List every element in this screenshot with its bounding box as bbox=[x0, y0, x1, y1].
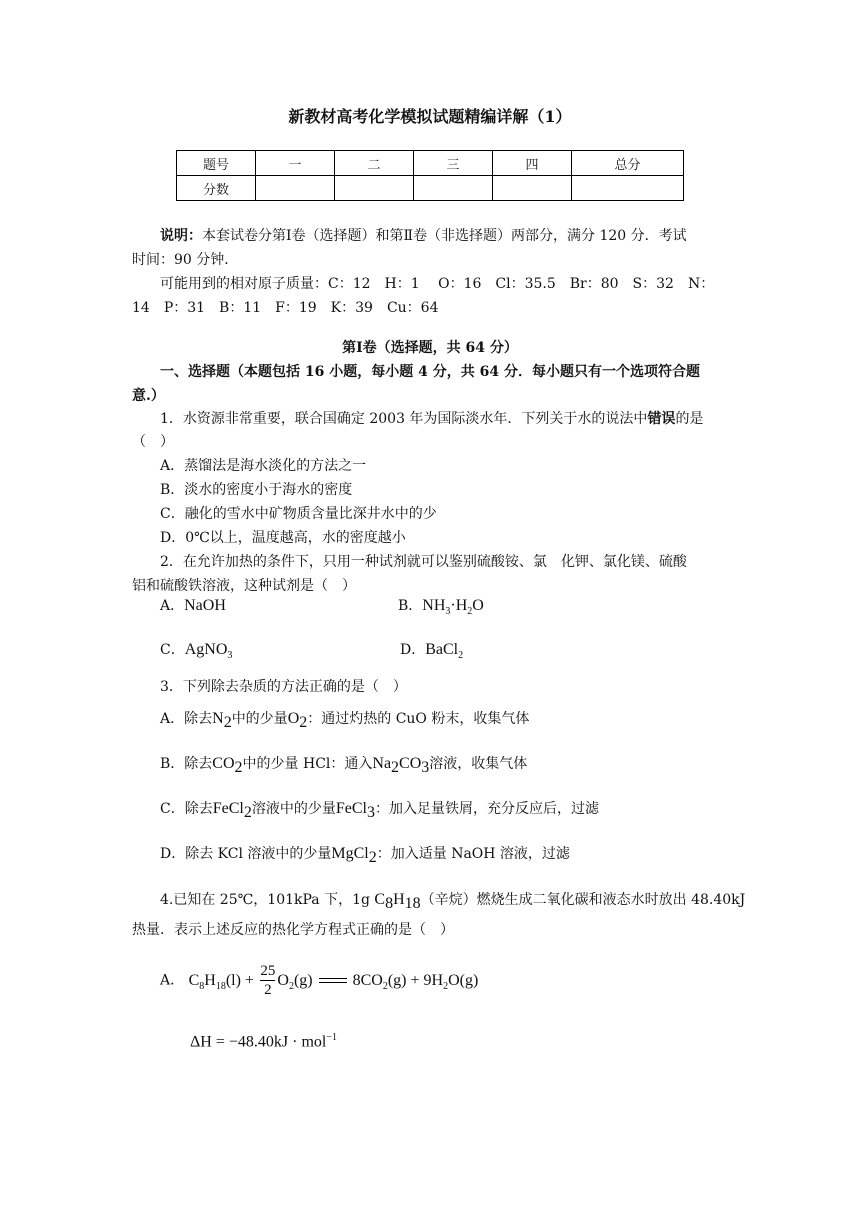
formula-part: O bbox=[277, 971, 289, 989]
score-table bbox=[176, 150, 684, 201]
subscript: 2 bbox=[243, 803, 252, 821]
q1-option-b: B．淡水的密度小于海水的密度 bbox=[160, 482, 353, 498]
q1-emphasis: 错误 bbox=[647, 411, 676, 427]
text: 溶液中的少量 bbox=[251, 801, 336, 817]
text: 溶液，收集气体 bbox=[429, 756, 528, 772]
subscript: 2 bbox=[443, 980, 449, 992]
score-table-header-row bbox=[177, 151, 684, 176]
q1-option-d: D．0℃以上，温度越高，水的密度越小 bbox=[160, 530, 406, 546]
text: ：通过灼热的 CuO 粉末，收集气体 bbox=[307, 711, 530, 727]
score-header-cell: 总分 bbox=[572, 151, 684, 176]
formula-part: FeCl bbox=[335, 800, 367, 817]
note-line-1 bbox=[160, 224, 760, 248]
subscript: 3 bbox=[445, 606, 451, 618]
formula-part: BaCl bbox=[425, 641, 459, 658]
text: 中的少量 HCl：通入 bbox=[242, 756, 373, 772]
q1-stem-text: 1．水资源非常重要，联合国确定 2003 年为国际淡水年．下列关于水的说法中 bbox=[160, 411, 648, 427]
fraction bbox=[260, 962, 275, 999]
formula-part: C bbox=[374, 891, 386, 908]
section-heading: 第Ⅰ卷（选择题，共 64 分） bbox=[342, 340, 518, 356]
note-text: 本套试卷分第Ⅰ卷（选择题）和第Ⅱ卷（非选择题）两部分，满分 120 分．考试 bbox=[202, 228, 687, 244]
q1-stem-end: 的是 bbox=[675, 411, 704, 427]
formula bbox=[277, 971, 313, 992]
formula-part: CO bbox=[212, 755, 235, 772]
equation-rhs bbox=[352, 971, 479, 992]
formula-part: H bbox=[393, 891, 405, 908]
atomic-mass-line-2: 14 P：31 B：11 F：19 K：39 Cu：64 bbox=[132, 300, 439, 316]
text: （辛烷）燃烧生成二氧化碳和液态水时放出 48.40kJ bbox=[420, 892, 746, 908]
formula-part: (l) + bbox=[225, 971, 254, 989]
formula-part: O bbox=[472, 597, 484, 614]
superscript: −1 bbox=[326, 1032, 337, 1043]
q3-stem: 3．下列除去杂质的方法正确的是（ ） bbox=[160, 679, 407, 695]
enthalpy-text: ΔH = −48.40kJ · mol bbox=[190, 1033, 327, 1051]
formula-part: AgNO bbox=[184, 641, 228, 658]
formula-part: ·H bbox=[450, 597, 468, 614]
score-cell[interactable] bbox=[493, 176, 572, 201]
q2-option-d bbox=[400, 638, 860, 668]
text: 4.已知在 25℃，101kPa 下，1g bbox=[160, 892, 370, 908]
text: C．除去 bbox=[160, 801, 213, 817]
q1-option-c: C．融化的雪水中矿物质含量比深井水中的少 bbox=[160, 506, 437, 522]
subscript: 8 bbox=[385, 894, 394, 912]
score-row-label: 分数 bbox=[177, 176, 256, 201]
score-header-cell: 题号 bbox=[177, 151, 256, 176]
subscript: 2 bbox=[223, 713, 232, 731]
equals-sign bbox=[319, 978, 347, 983]
text: ：加入适量 NaOH 溶液，过滤 bbox=[376, 846, 570, 862]
subscript: 18 bbox=[404, 894, 421, 912]
q2-option-a-formula: NaOH bbox=[184, 597, 226, 614]
subscript: 2 bbox=[288, 980, 294, 992]
text: 中的少量 bbox=[231, 711, 288, 727]
subscript: 8 bbox=[199, 980, 205, 992]
formula-part: O bbox=[287, 710, 300, 727]
subscript: 2 bbox=[368, 848, 377, 866]
atomic-mass-line-1: 可能用到的相对原子质量：C：12 H：1 O：16 Cl：35.5 Br：80 S：32 N： bbox=[160, 276, 715, 292]
q1-answer-paren: （ ） bbox=[132, 434, 174, 450]
q4-stem-line-2: 热量．表示上述反应的热化学方程式正确的是（ ） bbox=[132, 922, 454, 938]
q2-option-b-label: B． bbox=[398, 598, 423, 614]
formula-part: C bbox=[188, 971, 200, 989]
formula-part: Na bbox=[372, 755, 392, 772]
q2-option-d-formula bbox=[425, 641, 464, 662]
formula-part: FeCl bbox=[212, 800, 244, 817]
q2-stem-line-2: 铝和硫酸铁溶液，这种试剂是（ ） bbox=[132, 578, 356, 594]
subscript: 3 bbox=[227, 650, 233, 662]
q2-stem-line-1: 2．在允许加热的条件下，只用一种试剂就可以鉴别硫酸铵、氯 化钾、氯化镁、硫酸 bbox=[160, 554, 687, 570]
subscript: 2 bbox=[391, 758, 400, 776]
q4-stem-line-1 bbox=[160, 888, 760, 916]
formula-part: H bbox=[204, 971, 216, 989]
note-label: 说明： bbox=[160, 228, 202, 244]
q2-option-d-label: D． bbox=[400, 642, 426, 658]
formula-part: NH bbox=[422, 597, 446, 614]
subscript: 3 bbox=[366, 803, 375, 821]
subscript: 2 bbox=[382, 980, 388, 992]
q3-option-d bbox=[160, 842, 760, 870]
subscript: 2 bbox=[458, 650, 464, 662]
page-title: 新教材高考化学模拟试题精编详解（1） bbox=[288, 107, 572, 126]
fraction-numerator: 25 bbox=[260, 963, 276, 979]
subscript: 2 bbox=[467, 606, 473, 618]
note-line-2: 时间：90 分钟． bbox=[132, 252, 239, 268]
score-table-value-row bbox=[177, 176, 684, 201]
q3-option-c bbox=[160, 797, 760, 825]
q2-option-b-formula bbox=[422, 597, 484, 618]
q3-option-a bbox=[160, 707, 760, 735]
q2-option-a-label: A． bbox=[160, 598, 185, 614]
formula-part: CO bbox=[399, 755, 422, 772]
formula-part: O(g) bbox=[448, 971, 479, 989]
q4-option-a-equation bbox=[160, 962, 760, 1005]
score-header-cell: 三 bbox=[414, 151, 493, 176]
subscript: 2 bbox=[234, 758, 243, 776]
formula-part: (g) + 9H bbox=[387, 971, 444, 989]
q2-option-c-label: C． bbox=[160, 642, 185, 658]
text: D．除去 KCl 溶液中的少量 bbox=[160, 846, 332, 862]
q1-stem bbox=[160, 407, 760, 431]
q2-option-c-formula bbox=[184, 641, 233, 662]
formula-part: (g) bbox=[293, 971, 313, 989]
score-cell[interactable] bbox=[335, 176, 414, 201]
score-cell[interactable] bbox=[572, 176, 684, 201]
subscript: 18 bbox=[215, 980, 226, 992]
fraction-denominator: 2 bbox=[264, 982, 272, 998]
subscript: 3 bbox=[421, 758, 430, 776]
score-cell[interactable] bbox=[256, 176, 335, 201]
subscript: 2 bbox=[299, 713, 308, 731]
q4-option-a-enthalpy bbox=[190, 1026, 790, 1054]
score-header-cell: 一 bbox=[256, 151, 335, 176]
part-heading-line-2: 意.） bbox=[132, 388, 165, 404]
formula-part: MgCl bbox=[331, 845, 369, 862]
text: A．除去 bbox=[160, 711, 213, 727]
text: B．除去 bbox=[160, 756, 213, 772]
q2-option-b bbox=[398, 594, 860, 624]
formula-part: 8CO bbox=[352, 971, 383, 989]
q4-option-a-label: A． bbox=[160, 972, 185, 989]
score-header-cell: 四 bbox=[493, 151, 572, 176]
equation-lhs bbox=[188, 971, 254, 992]
q1-option-a: A．蒸馏法是海水淡化的方法之一 bbox=[160, 458, 367, 474]
text: ：加入足量铁屑，充分反应后，过滤 bbox=[374, 801, 599, 817]
q3-option-b bbox=[160, 752, 760, 780]
formula-part: N bbox=[212, 710, 224, 727]
part-heading-line-1: 一、选择题（本题包括 16 小题，每小题 4 分，共 64 分．每小题只有一个选项符合题 bbox=[160, 364, 700, 380]
score-cell[interactable] bbox=[414, 176, 493, 201]
score-header-cell: 二 bbox=[335, 151, 414, 176]
